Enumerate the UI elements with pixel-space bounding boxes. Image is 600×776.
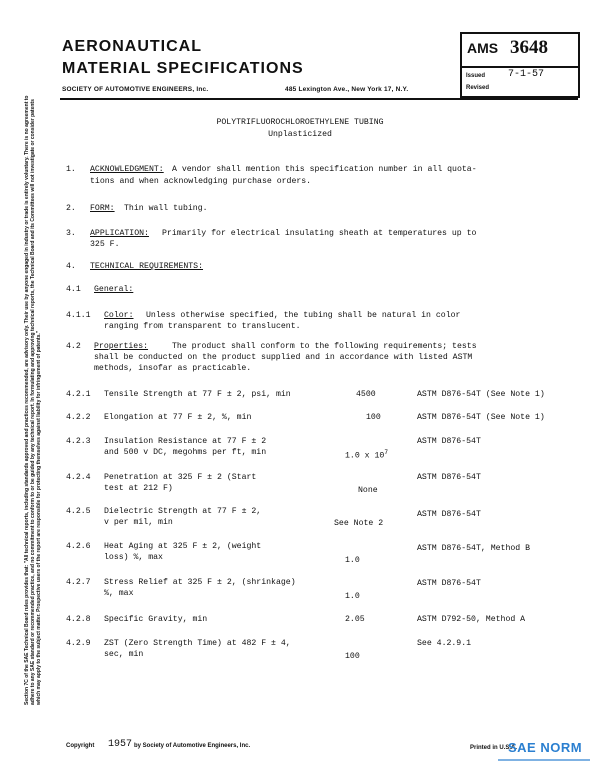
s42-heading: Properties: (94, 342, 149, 351)
prop-num: 4.2.5 (66, 507, 91, 516)
prop-num: 4.2.2 (66, 413, 91, 422)
revised-label: Revised (466, 85, 490, 91)
s3-heading: APPLICATION: (90, 229, 149, 238)
prop-desc-2: test at 212 F) (104, 484, 173, 493)
copyright-by: by Society of Automotive Engineers, Inc. (134, 743, 251, 749)
s2-heading: FORM: (90, 204, 115, 213)
prop-method: See 4.2.9.1 (417, 639, 472, 648)
s1-text2: tions and when acknowledging purchase orders. (90, 177, 312, 186)
prop-desc: Specific Gravity, min (104, 615, 208, 624)
prop-value: 4500 (356, 390, 376, 399)
prop-desc-2: sec, min (104, 650, 144, 659)
s4-num: 4. (66, 262, 76, 271)
printed-in: Printed in U.S.A. (470, 745, 518, 751)
issued-box (460, 66, 580, 98)
s411-num: 4.1.1 (66, 311, 91, 320)
header-rule (60, 98, 578, 100)
prop-method: ASTM D876-54T (417, 579, 481, 588)
s2-text: Thin wall tubing. (124, 204, 208, 213)
s411-text2: ranging from transparent to translucent. (104, 322, 301, 331)
prop-value-exp: 7 (384, 449, 388, 456)
s3-text2: 325 F. (90, 240, 120, 249)
prop-num: 4.2.8 (66, 615, 91, 624)
header-line1: AERONAUTICAL (62, 38, 202, 55)
issued-label: Issued (466, 73, 486, 79)
prop-value: None (358, 486, 378, 495)
prop-desc-2: %, max (104, 589, 134, 598)
side-note: Section 7C of the SAE Technical Board rules provides that: "All technical reports, including standards approved and practices recommended, are advisory only. Their use by anyone engaged in industry or trade is entirely voluntary. There is no agreement to adhere to any SAE standard or recommended practice, and no commitment to conform to or be guided by any technical report. In formulating and approving technical reports, the Technical Board and its Committees will not investigate or consider patents which may apply to the subject matter. Prospective users of the report are responsible for protecting themselves against liability for infringement of patents." (24, 95, 42, 705)
s42-text1: The product shall conform to the following requirements; tests (172, 342, 477, 351)
prop-method: ASTM D876-54T (See Note 1) (417, 413, 545, 422)
prop-method: ASTM D792-50, Method A (417, 615, 526, 624)
prop-method: ASTM D876-54T (417, 473, 481, 482)
ams-box (460, 32, 580, 68)
doc-subtitle: Unplasticized (268, 130, 332, 139)
prop-desc: Elongation at 77 F ± 2, %, min (104, 413, 252, 422)
ams-label: AMS (467, 40, 499, 56)
prop-value (345, 449, 388, 461)
copyright-year: 1957 (108, 739, 133, 750)
prop-num: 4.2.9 (66, 639, 91, 648)
s411-heading: Color: (104, 311, 134, 320)
prop-desc: Stress Relief at 325 F ± 2, (shrinkage) (104, 578, 296, 587)
s4-heading: TECHNICAL REQUIREMENTS: (90, 262, 204, 271)
s41-heading: General: (94, 285, 134, 294)
watermark-logo: SAE NORM (508, 740, 583, 755)
doc-title: POLYTRIFLUOROCHLOROETHYLENE TUBING (216, 118, 384, 127)
ams-number: 3648 (510, 37, 548, 58)
prop-value: 100 (345, 652, 360, 661)
prop-value: 1.0 (345, 556, 360, 565)
prop-desc: Penetration at 325 F ± 2 (Start (104, 473, 257, 482)
prop-num: 4.2.1 (66, 390, 91, 399)
prop-num: 4.2.6 (66, 542, 91, 551)
s2-num: 2. (66, 204, 76, 213)
s42-text2: shall be conducted on the product supplied and in accordance with listed ASTM (94, 353, 473, 362)
issued-date: 7-1-57 (508, 69, 545, 80)
prop-desc-2: and 500 v DC, megohms per ft, min (104, 448, 267, 457)
prop-num: 4.2.3 (66, 437, 91, 446)
s41-num: 4.1 (66, 285, 81, 294)
prop-num: 4.2.4 (66, 473, 91, 482)
prop-desc: Insulation Resistance at 77 F ± 2 (104, 437, 267, 446)
prop-desc: Heat Aging at 325 F ± 2, (weight (104, 542, 262, 551)
prop-desc: Dielectric Strength at 77 F ± 2, (104, 507, 262, 516)
s1-num: 1. (66, 165, 76, 174)
prop-desc-2: v per mil, min (104, 518, 173, 527)
prop-value: 1.0 (345, 592, 360, 601)
prop-value: 100 (366, 413, 381, 422)
s1-heading: ACKNOWLEDGMENT: (90, 165, 164, 174)
prop-method: ASTM D876-54T, Method B (417, 544, 531, 553)
s42-num: 4.2 (66, 342, 81, 351)
s3-num: 3. (66, 229, 76, 238)
prop-value-base: 1.0 x 10 (345, 451, 385, 461)
prop-desc-2: loss) %, max (104, 553, 163, 562)
prop-desc: Tensile Strength at 77 F ± 2, psi, min (104, 390, 291, 399)
prop-method: ASTM D876-54T (See Note 1) (417, 390, 545, 399)
prop-num: 4.2.7 (66, 578, 91, 587)
s42-text3: methods, insofar as practicable. (94, 364, 252, 373)
society-address: 485 Lexington Ave., New York 17, N.Y. (285, 86, 409, 93)
watermark-underline (498, 759, 590, 761)
s411-text1: Unless otherwise specified, the tubing shall be natural in color (146, 311, 461, 320)
prop-value: See Note 2 (334, 519, 384, 528)
header-line2: MATERIAL SPECIFICATIONS (62, 60, 304, 77)
prop-desc: ZST (Zero Strength Time) at 482 F ± 4, (104, 639, 291, 648)
copyright-label: Copyright (66, 743, 95, 749)
prop-method: ASTM D876-54T (417, 437, 481, 446)
society-name: SOCIETY OF AUTOMOTIVE ENGINEERS, Inc. (62, 86, 209, 93)
s3-text1: Primarily for electrical insulating sheath at temperatures up to (162, 229, 477, 238)
s1-text1: A vendor shall mention this specification number in all quota- (172, 165, 477, 174)
prop-method: ASTM D876-54T (417, 510, 481, 519)
prop-value: 2.05 (345, 615, 365, 624)
